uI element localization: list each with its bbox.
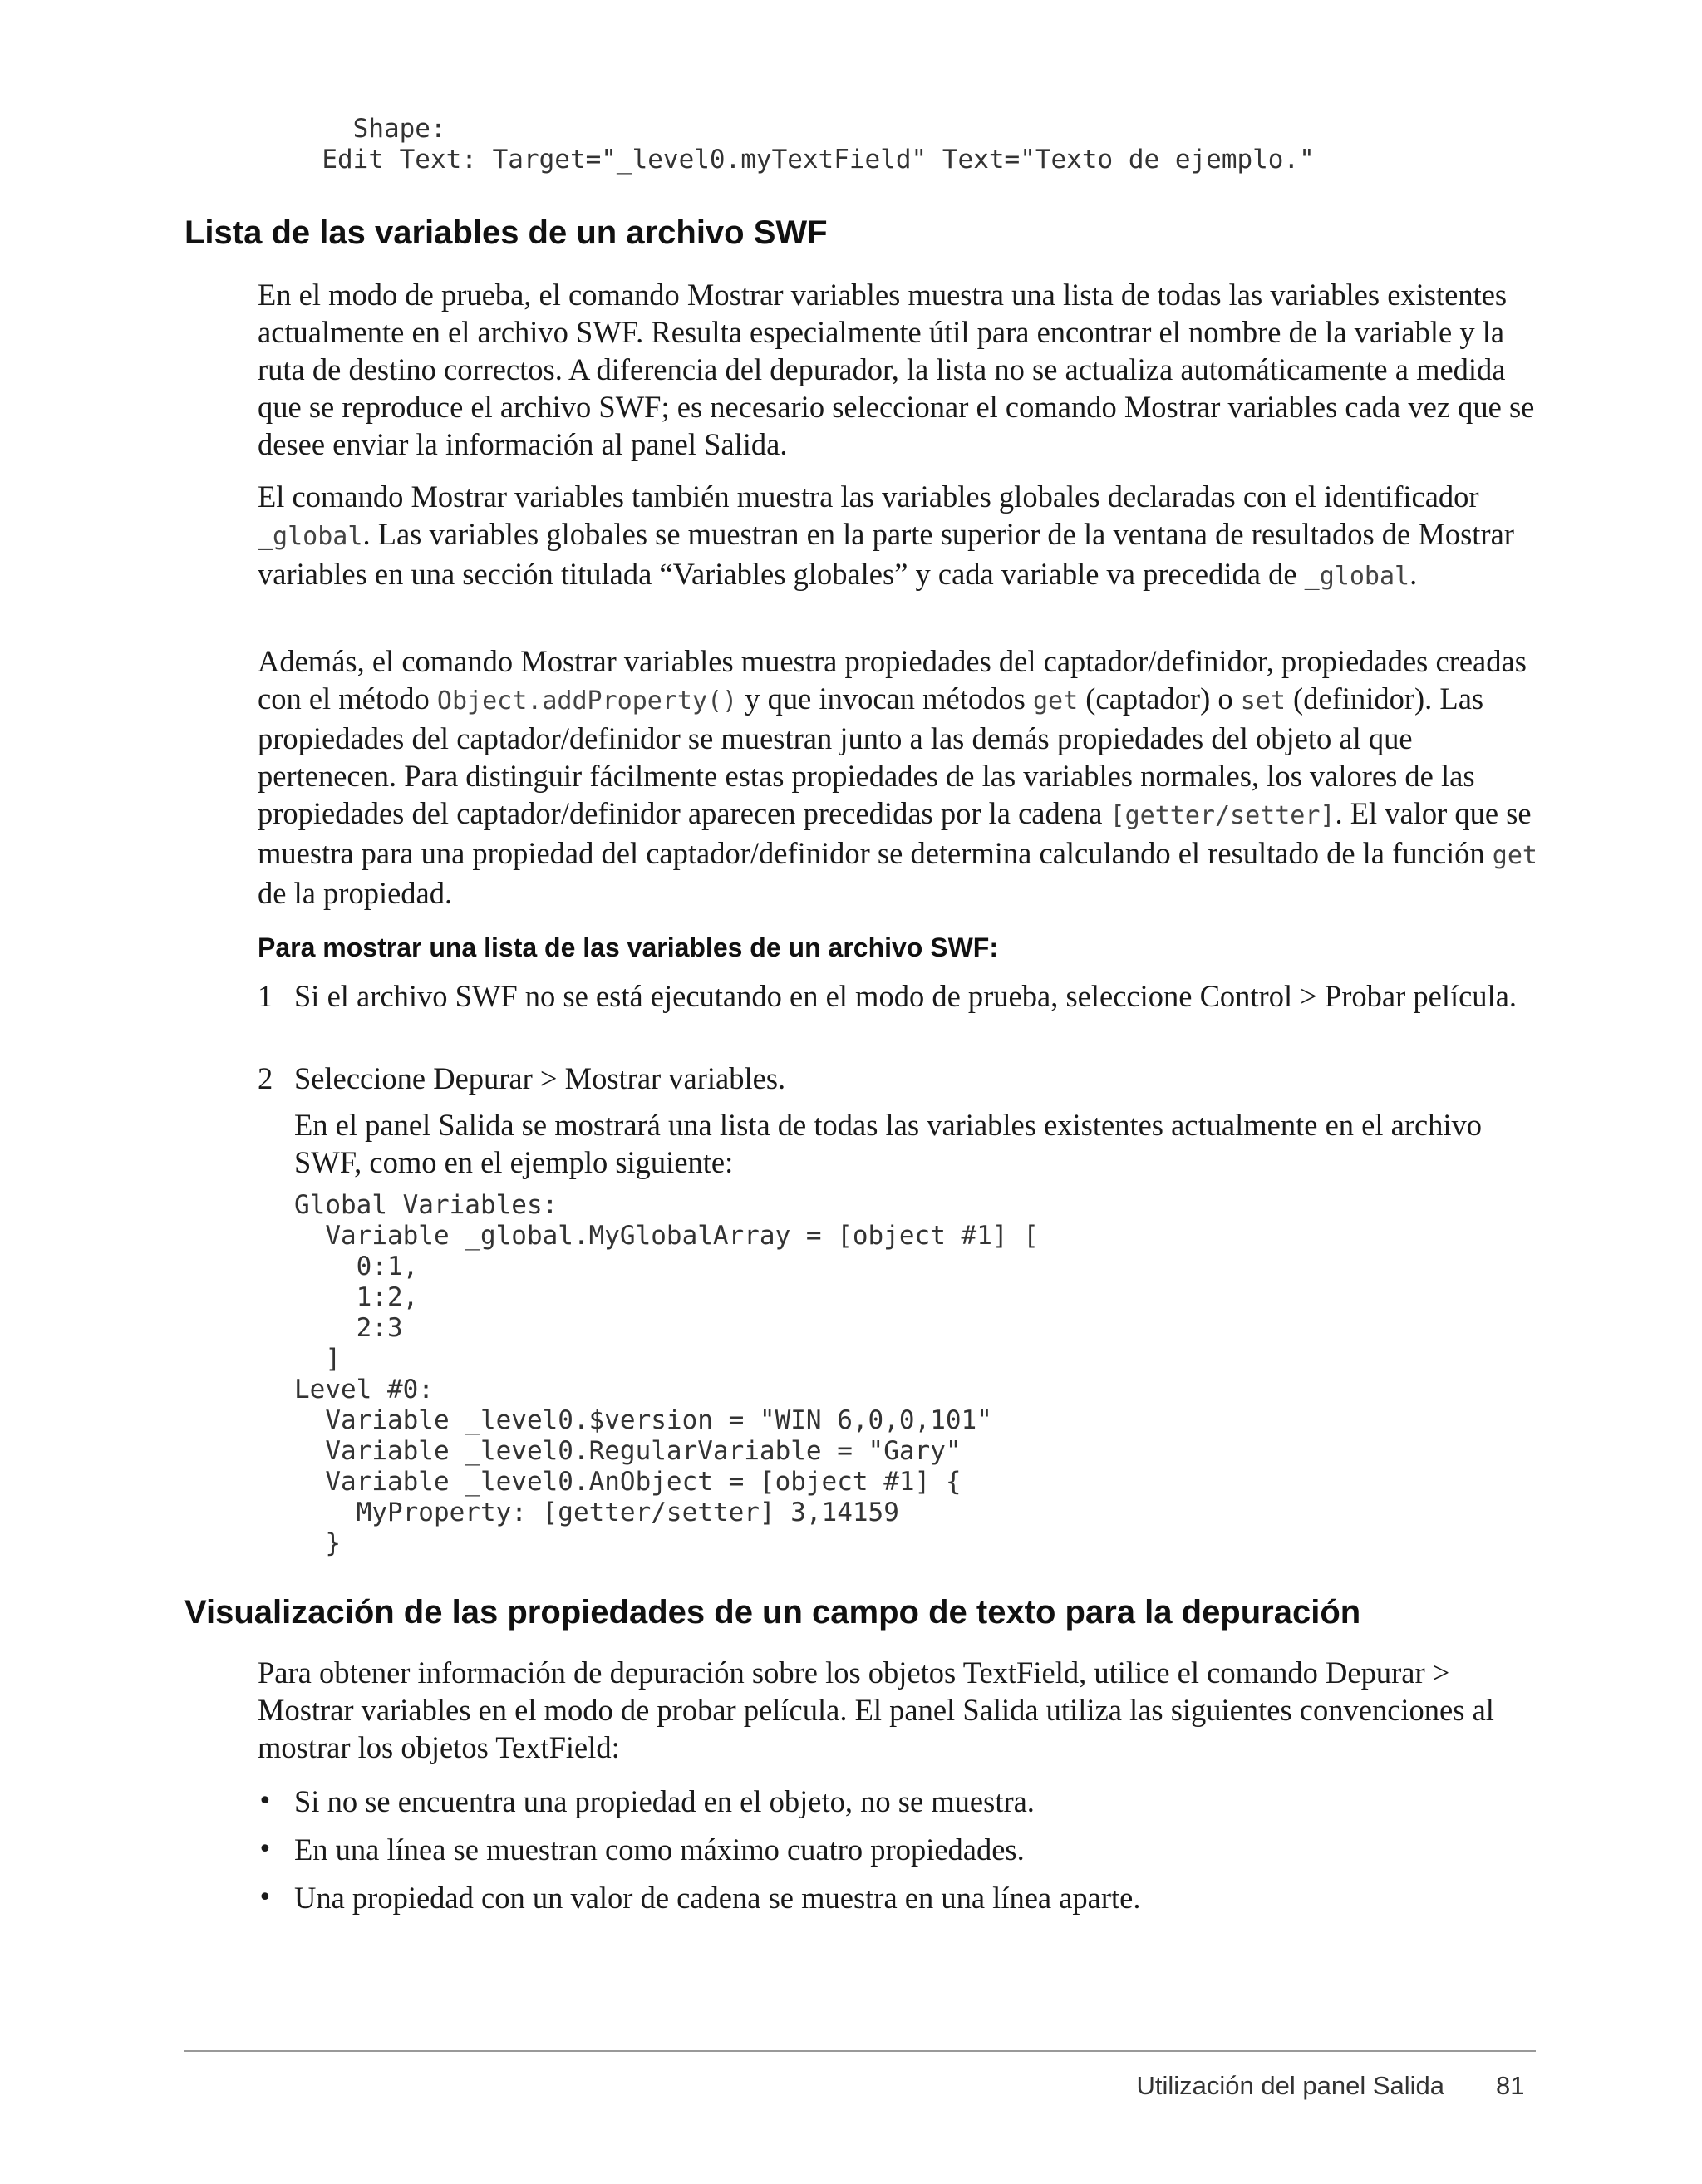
list-item-text: Una propiedad con un valor de cadena se muestra en una línea aparte.	[294, 1881, 1141, 1915]
code-global: _global	[1304, 562, 1410, 591]
section-heading-textfield: Visualización de las propiedades de un campo de texto para la depuración	[184, 1594, 1361, 1631]
step-number: 1	[258, 979, 273, 1013]
step-text: Seleccione Depurar > Mostrar variables.	[294, 1061, 786, 1095]
list-item	[258, 1831, 1542, 1868]
page-number: 81	[1496, 2071, 1525, 2100]
paragraph-after-steps: En el panel Salida se mostrará una lista de todas las variables existentes actualmente en el archivo SWF, como en el ejemplo siguiente:	[294, 1108, 1483, 1179]
code-getter-setter: [getter/setter]	[1109, 801, 1336, 830]
list-item-text: En una línea se muestran como máximo cuatro propiedades.	[294, 1832, 1025, 1867]
section-heading-variables: Lista de las variables de un archivo SWF	[184, 214, 828, 251]
code-snippet-top	[291, 114, 1315, 175]
list-item	[258, 1879, 1542, 1916]
footer-divider	[184, 2050, 1536, 2052]
step-2	[258, 1060, 1542, 1097]
paragraph-textfield-intro: Para obtener información de depuración sobre los objetos TextField, utilice el comando Depurar > Mostrar variables en el modo de probar película. El panel Salida utiliza las siguientes convenciones al mostrar los objetos TextField:	[258, 1655, 1494, 1764]
code-line-shape: Shape:	[291, 114, 446, 144]
paragraph-getter-setter: Además, el comando Mostrar variables muestra propiedades del captador/definidor, propiedades creadas con el método Object.addProperty() y que invocan métodos get (captador) o set (definidor). Las propiedades del captador/definidor se muestran junto a las demás propiedades del objeto al que pertenecen. Para distinguir fácilmente estas propiedades de las variables normales, los valores de las propiedades del captador/definidor aparecen precedidas por la cadena [getter/setter]. El valor que se muestra para una propiedad del captador/definidor se determina calculando el resultado de la función get de la propiedad.	[258, 644, 1537, 910]
paragraph-global-variables: El comando Mostrar variables también muestra las variables globales declaradas con el identificador _global. Las variables globales se muestran en la parte superior de la ventana de resultados de Mostrar variables en una sección titulada “Variables globales” y cada variable va precedida de _global.	[258, 480, 1514, 591]
bullet-icon: •	[258, 1787, 273, 1816]
code-get: get	[1492, 841, 1537, 870]
step-number: 2	[258, 1061, 273, 1095]
list-item-text: Si no se encuentra una propiedad en el objeto, no se muestra.	[294, 1784, 1035, 1818]
bullet-icon: •	[258, 1883, 273, 1912]
code-sample-output: Global Variables: Variable _global.MyGlobalArray = [object #1] [ 0:1, 1:2, 2:3 ] Level #0: Variable _level0.$version = "WIN 6,0,0,101" Variable _level0.RegularVariable = "Gary" Variable _level0.AnObject = [object #1] { MyProperty: [getter/setter] 3,14159 }	[294, 1190, 1039, 1558]
code-set: set	[1240, 686, 1286, 716]
code-line-edit-text: Edit Text: Target="_level0.myTextField" Text="Texto de ejemplo."	[291, 145, 1315, 175]
procedure-heading: Para mostrar una lista de las variables de un archivo SWF:	[258, 932, 998, 962]
footer-chapter-title: Utilización del panel Salida	[1136, 2071, 1444, 2100]
code-get: get	[1032, 686, 1079, 716]
bullet-icon: •	[258, 1835, 273, 1864]
list-item	[258, 1783, 1542, 1820]
step-1	[258, 977, 1542, 1052]
paragraph-intro: En el modo de prueba, el comando Mostrar variables muestra una lista de todas las variables existentes actualmente en el archivo SWF. Resulta especialmente útil para encontrar el nombre de la variable y la ruta de destino correctos. A diferencia del depurador, la lista no se actualiza automáticamente a medida que se reproduce el archivo SWF; es necesario seleccionar el comando Mostrar variables cada vez que se desee enviar la información al panel Salida.	[258, 278, 1535, 461]
code-addproperty: Object.addProperty()	[436, 686, 738, 716]
step-text: Si el archivo SWF no se está ejecutando en el modo de prueba, seleccione Control > Probar película.	[294, 979, 1518, 1013]
code-global: _global	[258, 522, 363, 551]
